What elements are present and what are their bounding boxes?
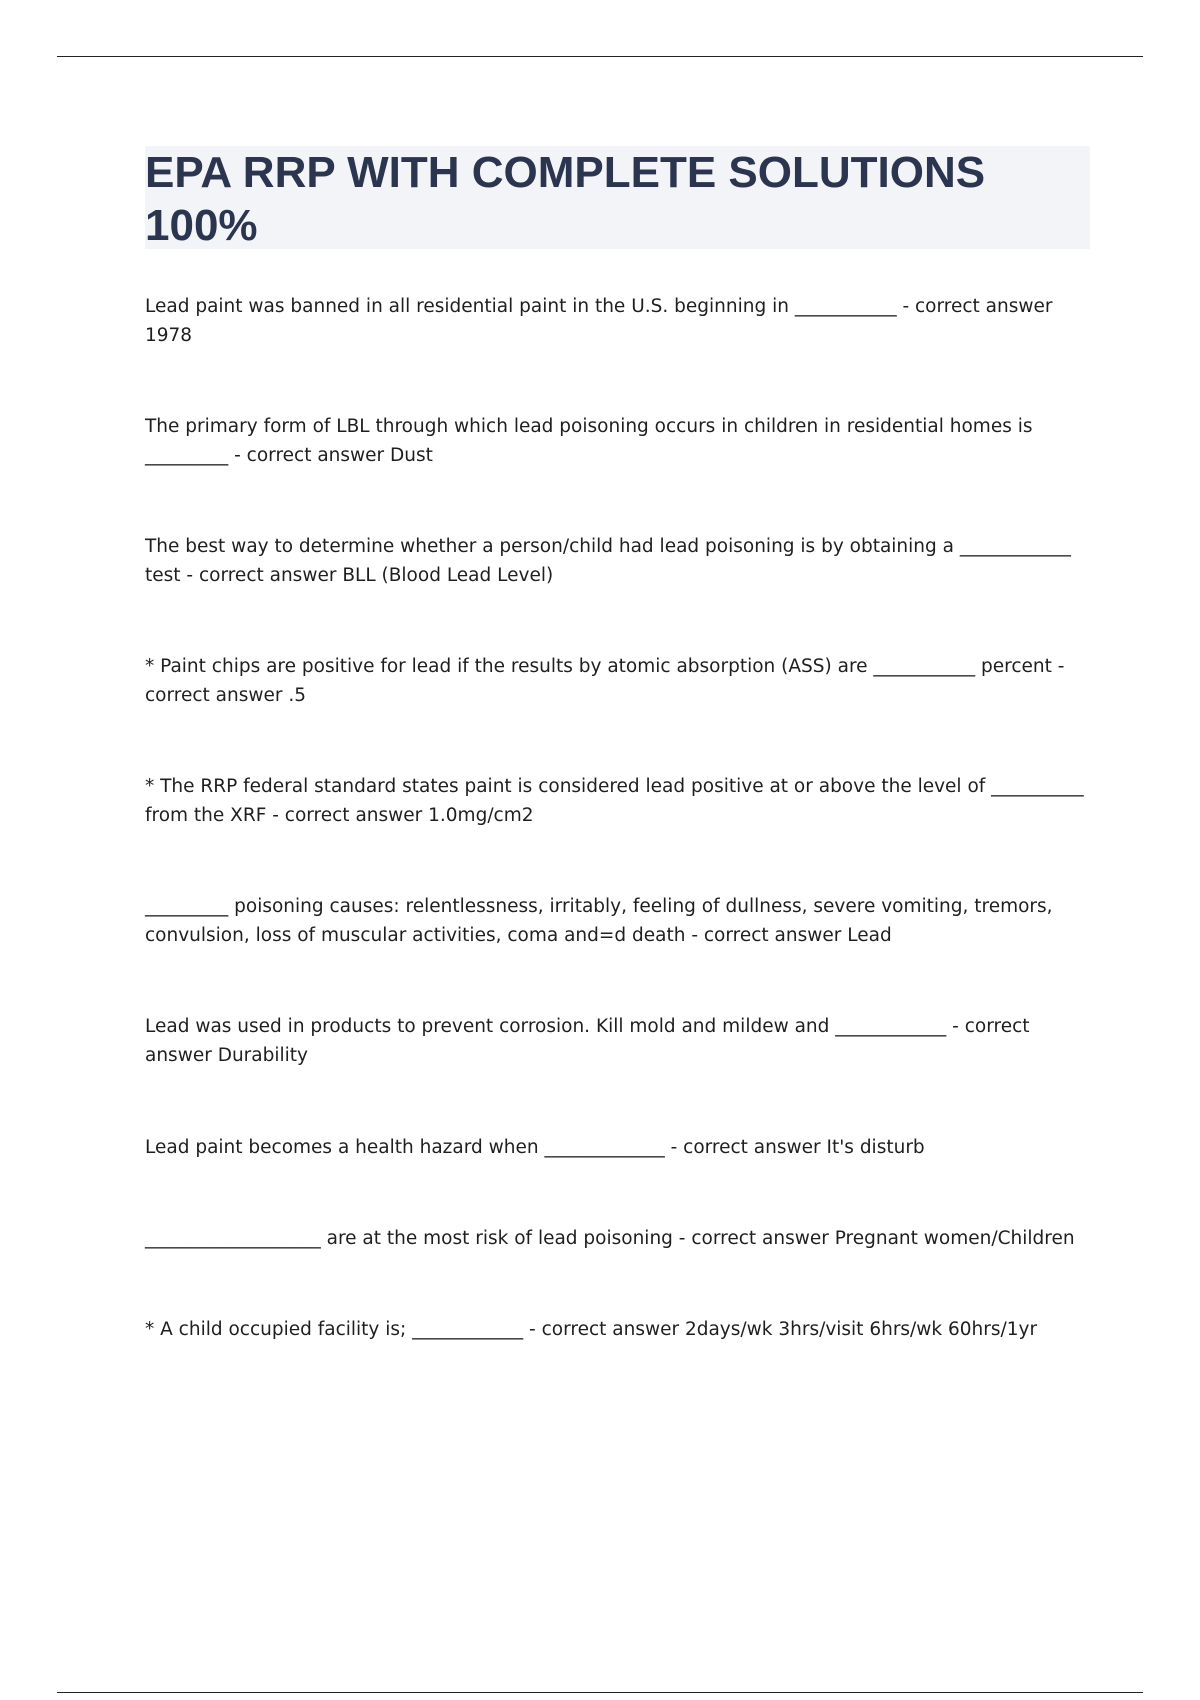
question-item-9: ___________________ are at the most risk of lead poisoning - correct answer Pregnant women/Children xyxy=(145,1228,1075,1249)
bottom-rule xyxy=(57,1692,1143,1693)
question-item-8: Lead paint becomes a health hazard when _____________ - correct answer It's disturb xyxy=(145,1137,925,1158)
question-item-3: The best way to determine whether a person/child had lead poisoning is by obtaining a ____________ test - correct answer BLL (Blood Lead Level) xyxy=(145,536,1071,586)
question-item-5: * The RRP federal standard states paint is considered lead positive at or above the level of __________ from the XRF - correct answer 1.0mg/cm2 xyxy=(145,776,1084,826)
document-title: EPA RRP WITH COMPLETE SOLUTIONS 100% xyxy=(145,148,986,250)
title-banner xyxy=(145,146,1090,249)
question-item-2: The primary form of LBL through which lead poisoning occurs in children in residential homes is _________ - correct answer Dust xyxy=(145,416,1033,466)
question-item-7: Lead was used in products to prevent corrosion. Kill mold and mildew and ____________ - correct answer Durability xyxy=(145,1016,1030,1066)
question-item-10: * A child occupied facility is; ____________ - correct answer 2days/wk 3hrs/visit 6hrs/wk 60hrs/1yr xyxy=(145,1319,1038,1340)
top-rule xyxy=(57,56,1143,57)
question-item-4: * Paint chips are positive for lead if the results by atomic absorption (ASS) are ___________ percent - correct answer .5 xyxy=(145,656,1065,706)
question-item-6: _________ poisoning causes: relentlessness, irritably, feeling of dullness, severe vomiting, tremors, convulsion, loss of muscular activities, coma and=d death - correct answer Lead xyxy=(145,896,1053,946)
question-item-1: Lead paint was banned in all residential paint in the U.S. beginning in ___________ - correct answer 1978 xyxy=(145,296,1053,346)
